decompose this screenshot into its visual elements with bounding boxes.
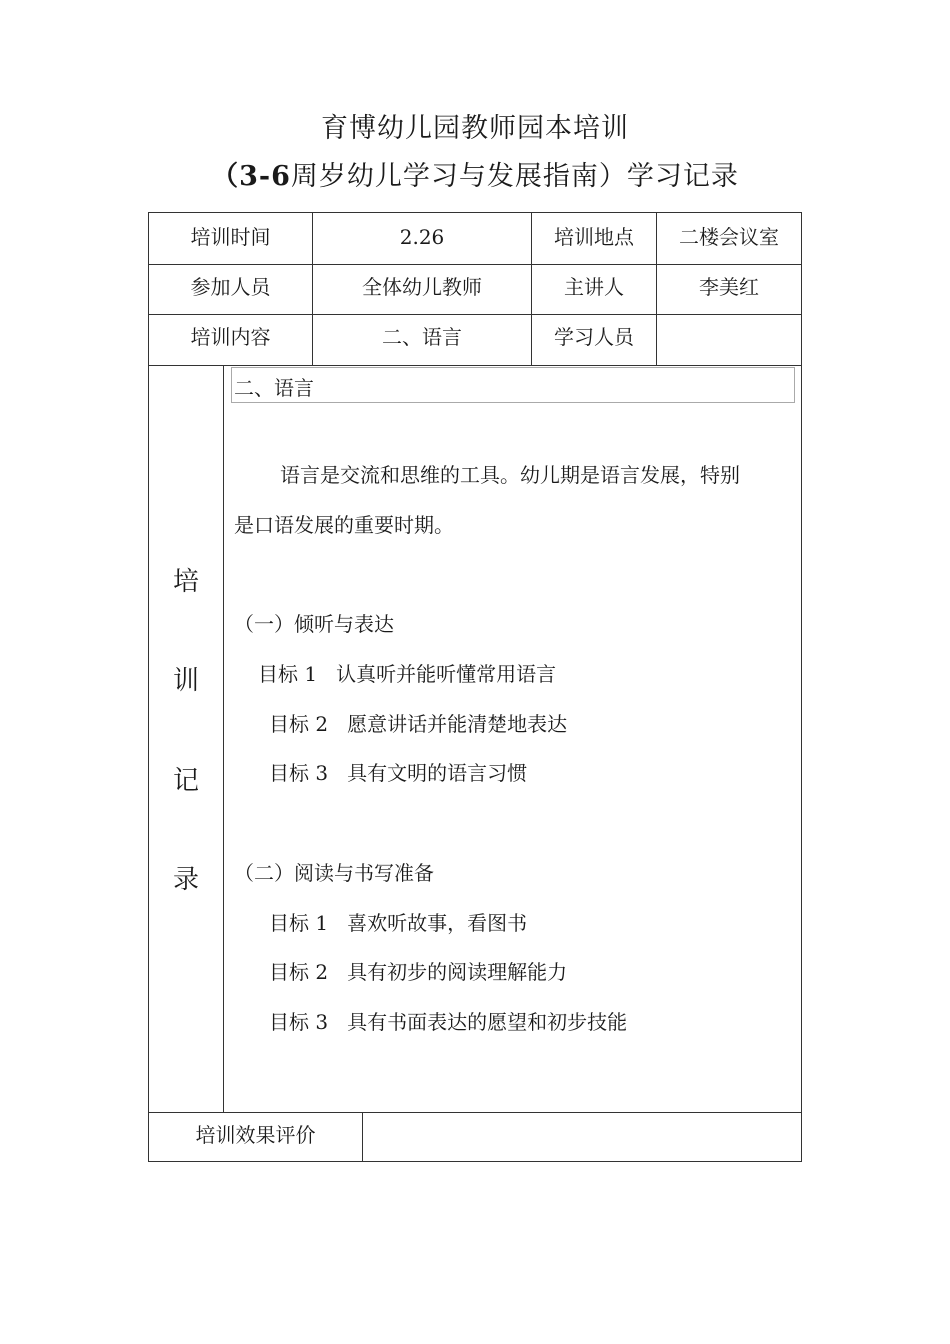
section-2-goal: 目标 3 具有书面表达的愿望和初步技能	[269, 1010, 628, 1034]
training-time-value: 2.26	[399, 225, 445, 249]
document-title: 育博幼儿园教师园本培训	[321, 113, 629, 144]
participants-label: 参加人员	[190, 275, 271, 299]
record-heading-box	[231, 367, 795, 403]
evaluation-label: 培训效果评价	[195, 1123, 316, 1147]
record-intro-line-1: 语言是交流和思维的工具。幼儿期是语言发展，特别	[280, 463, 740, 487]
col-divider	[362, 1112, 363, 1162]
section-1-title: （一）倾听与表达	[234, 612, 394, 636]
row-divider	[149, 314, 801, 315]
record-heading: 二、语言	[234, 376, 314, 400]
record-label-char: 记	[172, 766, 199, 796]
speaker-label: 主讲人	[564, 275, 624, 299]
row-divider	[149, 365, 801, 366]
training-location-value: 二楼会议室	[679, 225, 779, 249]
record-label-char: 训	[172, 666, 199, 696]
col-divider	[223, 365, 224, 1112]
section-1-goal: 目标 1 认真听并能听懂常用语言	[258, 662, 557, 686]
training-location-label: 培训地点	[554, 225, 634, 249]
section-1-goal: 目标 3 具有文明的语言习惯	[269, 761, 528, 785]
subtitle-bold-part: （3-6	[211, 161, 291, 192]
section-1-goal: 目标 2 愿意讲话并能清楚地表达	[269, 712, 568, 736]
subtitle-rest: 周岁幼儿学习与发展指南）学习记录	[290, 161, 739, 192]
row-divider	[149, 1112, 801, 1113]
participants-value: 全体幼儿教师	[362, 275, 482, 299]
document-subtitle	[0, 160, 950, 194]
section-2-title: （二）阅读与书写准备	[234, 861, 434, 885]
learners-label: 学习人员	[554, 325, 634, 349]
training-content-label: 培训内容	[190, 325, 271, 349]
speaker-value: 李美红	[699, 275, 759, 299]
record-label-char: 培	[172, 567, 199, 597]
training-record-table	[148, 212, 802, 1162]
section-2-goal: 目标 1 喜欢听故事，看图书	[269, 911, 528, 935]
row-divider	[149, 264, 801, 265]
training-time-label: 培训时间	[190, 225, 271, 249]
section-2-goal: 目标 2 具有初步的阅读理解能力	[269, 960, 568, 984]
record-label-char: 录	[172, 865, 199, 895]
training-content-value: 二、语言	[382, 325, 462, 349]
record-intro-line-2: 是口语发展的重要时期。	[234, 513, 454, 537]
